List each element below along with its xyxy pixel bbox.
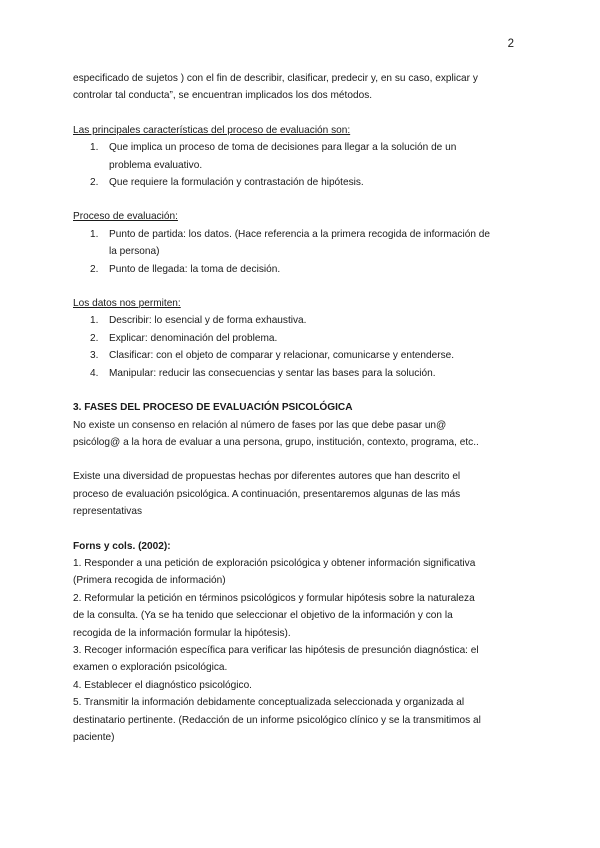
list-number: 3. — [90, 350, 99, 362]
paragraph-line: psicólog@ a la hora de evaluar a una persona, grupo, institución, contexto, programa, etc.. — [73, 436, 479, 448]
list-item — [73, 312, 533, 329]
datos-list — [73, 312, 533, 382]
caracteristicas-list — [73, 139, 533, 191]
forns-line: (Primera recogida de información) — [73, 575, 226, 587]
paragraph-line: representativas — [73, 506, 143, 518]
list-item — [73, 174, 533, 191]
list-number: 2. — [90, 177, 99, 189]
list-number: 2. — [90, 332, 99, 344]
intro-line: controlar tal conducta”, se encuentran implicados los dos métodos. — [73, 90, 373, 102]
list-line: problema evaluativo. — [109, 159, 203, 171]
forns-line: 1. Responder a una petición de exploración psicológica y obtener información significativa — [73, 557, 476, 569]
section-title: 3. FASES DEL PROCESO DE EVALUACIÓN PSICOLÓGICA — [73, 402, 353, 414]
list-item — [73, 226, 533, 261]
forns-heading: Forns y cols. (2002): — [73, 540, 171, 552]
list-item — [73, 365, 533, 382]
list-number: 2. — [90, 263, 99, 275]
list-line: Punto de partida: los datos. (Hace referencia a la primera recogida de información de — [109, 228, 490, 240]
page-content — [73, 70, 533, 746]
proceso-list — [73, 226, 533, 278]
forns-line: destinatario pertinente. (Redacción de un informe psicológico clínico y se la transmitimos al — [73, 714, 481, 726]
list-item — [73, 347, 533, 364]
list-number: 4. — [90, 367, 99, 379]
list-line: Explicar: denominación del problema. — [109, 332, 278, 344]
paragraph-line: Existe una diversidad de propuestas hechas por diferentes autores que han descrito el — [73, 471, 461, 483]
forns-line: examen o exploración psicológica. — [73, 662, 228, 674]
list-line: Manipular: reducir las consecuencias y sentar las bases para la solución. — [109, 367, 436, 379]
list-number: 1. — [90, 228, 99, 240]
list-line: Clasificar: con el objeto de comparar y relacionar, comunicarse y entenderse. — [109, 350, 455, 362]
list-item — [73, 139, 533, 174]
forns-line: 5. Transmitir la información debidamente conceptualizada seleccionada y organizada al — [73, 697, 465, 709]
list-number: 1. — [90, 315, 99, 327]
forns-line: 3. Recoger información específica para verificar las hipótesis de presunción diagnóstica: el — [73, 644, 479, 656]
paragraph-line: proceso de evaluación psicológica. A continuación, presentaremos algunas de las más — [73, 488, 461, 500]
forns-line: 2. Reformular la petición en términos psicológicos y formular hipótesis sobre la naturaleza — [73, 592, 475, 604]
forns-line: paciente) — [73, 732, 115, 743]
list-line: Describir: lo esencial y de forma exhaustiva. — [109, 315, 307, 327]
forns-line: recogida de la información formular la hipótesis). — [73, 627, 291, 639]
intro-line: especificado de sujetos ) con el fin de describir, clasificar, predecir y, en su caso, explicar y — [73, 73, 478, 84]
caracteristicas-heading: Las principales características del proceso de evaluación son: — [73, 124, 351, 136]
list-item — [73, 261, 533, 278]
paragraph-line: No existe un consenso en relación al número de fases por las que debe pasar un@ — [73, 419, 447, 431]
list-item — [73, 330, 533, 347]
list-line: Que implica un proceso de toma de decisiones para llegar a la solución de un — [109, 142, 457, 154]
forns-line: de la consulta. (Ya se ha tenido que seleccionar el objetivo de la información y con la — [73, 610, 453, 622]
list-line: la persona) — [109, 246, 160, 258]
page-number: 2 — [507, 38, 514, 50]
forns-line: 4. Establecer el diagnóstico psicológico. — [73, 679, 252, 691]
proceso-heading: Proceso de evaluación: — [73, 211, 178, 223]
list-line: Punto de llegada: la toma de decisión. — [109, 263, 281, 275]
datos-heading: Los datos nos permiten: — [73, 298, 181, 310]
list-number: 1. — [90, 142, 99, 154]
list-line: Que requiere la formulación y contrastación de hipótesis. — [109, 177, 364, 189]
